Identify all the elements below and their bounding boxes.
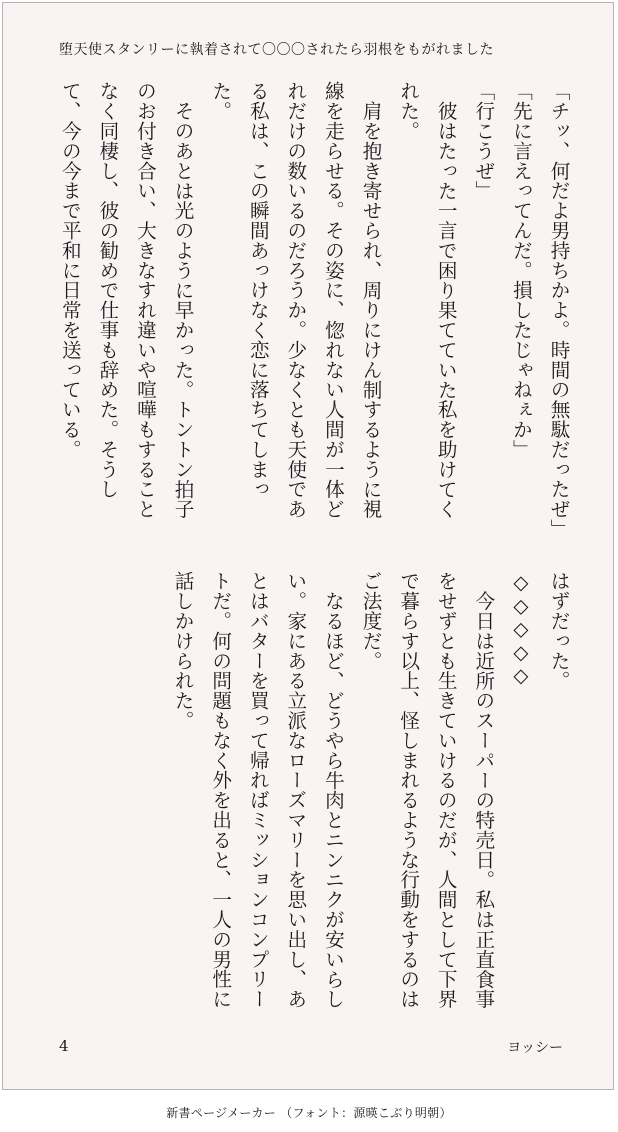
author-name: ヨッシー xyxy=(507,1040,563,1056)
paragraph: はずだった。 xyxy=(547,571,570,691)
credit-line: 新書ページメーカー （フォント：源暎こぶり明朝） xyxy=(166,1106,452,1120)
scene-break: ◇◇◇◇◇ xyxy=(509,571,533,688)
paragraph: 肩を抱き寄せられ、周りにけん制するように視線を走らせる。その姿に、惚れない人間が一体どれだけの数いるのだろうか。少なくとも天使である私は、この瞬間あっけなく恋に落ちてしまった。 xyxy=(208,81,383,519)
dialogue-line-3: 「行こうぜ」 xyxy=(471,81,495,201)
page-title: 堕天使スタンリーに執着されて〇〇〇されたら羽根をもがれました xyxy=(59,42,494,58)
paragraph: なるほど、どうやら牛肉とニンニクが安いらしい。家にある立派なローズマリーを思い出し、あとはバターを買って帰ればミッションコンプリートだ。何の問題もなく外を出ると、一人の男性に話しかけられた。 xyxy=(171,571,345,1009)
dialogue-line-2: 「先に言えってんだ。損したじゃねぇか」 xyxy=(509,81,533,460)
lower-text-block xyxy=(163,571,577,1011)
paragraph: そのあとは光のように早かった。トントン拍子のお付き合い、大きなすれ違いや喧嘩もすることなく同棲し、彼の勧めで仕事も辞めた。そうして、今の今まで平和に日常を送っている。 xyxy=(58,81,195,519)
dialogue-line-1: 「チッ、何だよ男持ちかよ。時間の無駄だったぜ」 xyxy=(547,81,570,539)
upper-text-block xyxy=(51,81,577,539)
paragraph: 彼はたった一言で困り果てていた私を助けてくれた。 xyxy=(396,81,458,519)
page-number: 4 xyxy=(59,1037,69,1055)
book-page xyxy=(2,2,614,1090)
paragraph: 今日は近所のスーパーの特売日。私は正直食事をせずとも生きていけるのだが、人間として下界で暮らす以上、怪しまれるような行動をするのはご法度だ。 xyxy=(359,571,495,1009)
